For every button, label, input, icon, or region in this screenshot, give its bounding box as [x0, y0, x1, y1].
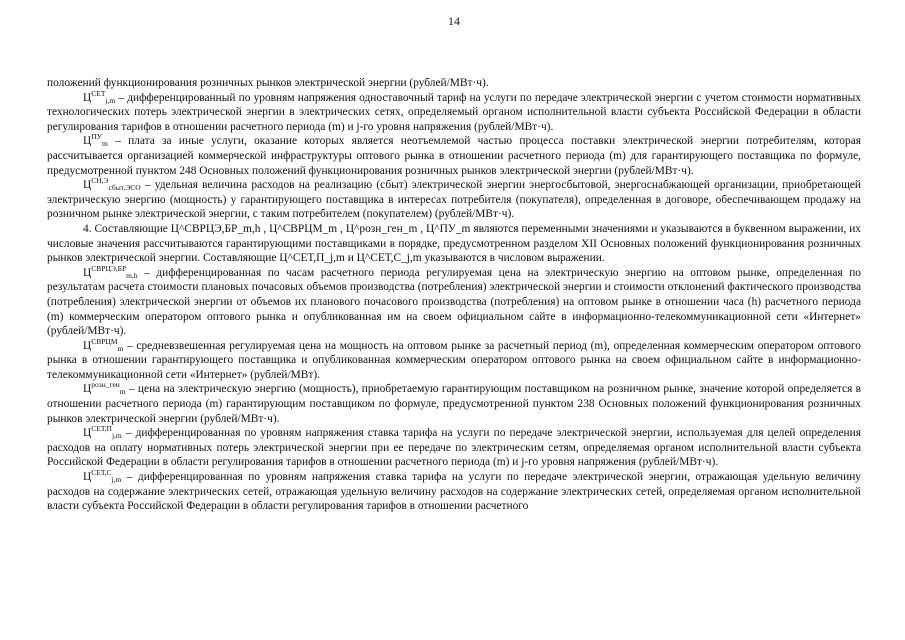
symbol-sub: m: [119, 387, 126, 397]
paragraph-text: положений функционирования розничных рынков электрической энергии (рублей/МВт·ч).: [47, 77, 489, 89]
symbol-sup: СН,Э: [91, 176, 109, 186]
paragraph-text: – цена на электрическую энергию (мощность), приобретаемую гарантирующим поставщиком на розничном рынке, значение которой определяется в отношении расчетного периода (m) гарантирующим поставщиком по формуле, предусмотренной пунктом 238 Основных положений функционирования розничных рынков электрической энергии (рублей/МВт·ч).: [47, 383, 861, 425]
symbol-sub: сбыт,ЭСО: [108, 183, 141, 193]
symbol-sup: СЕТ: [91, 88, 106, 98]
paragraph-text: 4. Составляющие Ц^СВРЦЭ,БР_m,h , Ц^СВРЦМ_m , Ц^розн_ген_m , Ц^ПУ_m являются переменными значениями и указываются в буквенном выражении, их числовые значения рассчитываются гарантирующими поставщиками в порядке, предусмотренном разделом XII Основных положений функционирования розничных рынков электрической энергии. Составляющие Ц^СЕТ,П_j,m и Ц^СЕТ,С_j,m указываются в числовом выражении.: [47, 222, 861, 265]
symbol: Ц: [83, 339, 92, 352]
symbol: Ц: [83, 266, 92, 279]
symbol-sup: ПУ: [91, 132, 102, 142]
symbol: Ц: [83, 91, 92, 104]
paragraph-text: – плата за иные услуги, оказание которых является неотъемлемой частью процесса поставки электрической энергии потребителям, которая рассчитывается организацией коммерческой инфраструктуры оптового рынка в отношении расчетного периода (m) для гарантирующего поставщика по формуле, предусмотренной пунктом 248 Основных положений функционирования розничных рынков электрической энергии (рублей/МВт·ч).: [47, 135, 861, 177]
section-4: [47, 222, 861, 266]
symbol-sup: розн_ген: [91, 380, 120, 390]
page-number: 14: [448, 14, 460, 28]
definition-tsvrtsm: [47, 336, 861, 383]
symbol: Ц: [83, 471, 92, 484]
symbol-sub: m: [101, 139, 108, 149]
symbol-sub: j,m: [111, 475, 122, 485]
symbol-sup: СЕТ,П: [91, 424, 112, 434]
paragraph-text: – дифференцированная по уровням напряжения ставка тарифа на услуги по передаче электрической энергии, используемая для целей определения расходов на оплату нормативных потерь электрической энергии при ее передаче по электрическим сетям, определяемая органом исполнительной власти субъекта Российской Федерации в области регулирования тарифов в отношении расчетного периода (m) и j-го уровня напряжения (рублей/МВт·ч).: [47, 427, 861, 469]
symbol-sup: СВРЦЭ,БР: [91, 263, 127, 273]
symbol-sub: m,h: [126, 270, 138, 280]
definition-tsbyt: [47, 178, 861, 222]
paragraph-text: – дифференцированный по уровням напряжения одноставочный тариф на услуги по передаче электрической энергии с учетом стоимости нормативных технологических потерь электрической энергии в электрических сетях, определяемый органом исполнительной власти субъекта Российской Федерации в области регулирования тарифов в отношении расчетного периода (m) и j-го уровня напряжения (рублей/МВт·ч).: [47, 91, 861, 133]
symbol-sub: j,m: [105, 95, 116, 105]
symbol-sub: j,m: [111, 431, 122, 441]
symbol-sup: СЕТ,С: [91, 468, 112, 478]
symbol: Ц: [83, 135, 92, 148]
paragraph-text: – дифференцированная по часам расчетного периода регулируемая цена на электрическую энергию на оптовом рынке, определенная по результатам расчета стоимости плановых почасовых объемов производства (потребления) электрической энергии и стоимости отклонений фактического производства (потребления) электрической энергии от объемов их планового почасового производства (потребления) на оптовом рынке в отношении часа (h) расчетного периода (m) коммерческим оператором оптового рынка и опубликованная им на своем официальном сайте в информационно-телекоммуникационной сети «Интернет» (рублей/МВт·ч).: [47, 266, 861, 338]
symbol-sub: m: [117, 343, 124, 353]
symbol: Ц: [83, 179, 92, 192]
symbol-sup: СВРЦМ: [91, 336, 118, 346]
paragraph-text: – удельная величина расходов на реализацию (сбыт) электрической энергии энергосбытовой, энергоснабжающей организации, приобретающей электрическую энергию (мощность) у гарантирующего поставщика в интересах потребителя (покупателя), определенная в договоре, обеспечивающем продажу на розничном рынке электрической энергии, с таким потребителем (покупателем) (рублей/МВт·ч).: [47, 179, 861, 221]
definition-tset: [47, 88, 861, 135]
definition-tsetp: [47, 426, 861, 470]
symbol: Ц: [83, 383, 92, 396]
definition-tsets: [47, 470, 861, 514]
definition-tsvrtse: [47, 263, 861, 339]
paragraph-0: [47, 76, 861, 91]
symbol: Ц: [83, 427, 92, 440]
definition-trozn: [47, 382, 861, 426]
paragraph-text: – средневзвешенная регулируемая цена на мощность на оптовом рынке за расчетный период (m), определенная коммерческим оператором оптового рынка в отношении гарантирующего поставщика и опубликованная коммерческим оператором оптового рынка на своем официальном сайте в информационно-телекоммуникационной сети «Интернет» (рублей/МВт).: [47, 339, 861, 381]
definition-tpu: [47, 134, 861, 178]
paragraph-text: – дифференцированная по уровням напряжения ставка тарифа на услуги по передаче электрической энергии, отражающая удельную величину расходов на содержание электрических сетей, отражающая удельную величину расходов на содержание электрических сетей, определяемая органом исполнительной власти субъекта Российской Федерации в области регулирования тарифов в отношении расчетного: [47, 471, 861, 513]
